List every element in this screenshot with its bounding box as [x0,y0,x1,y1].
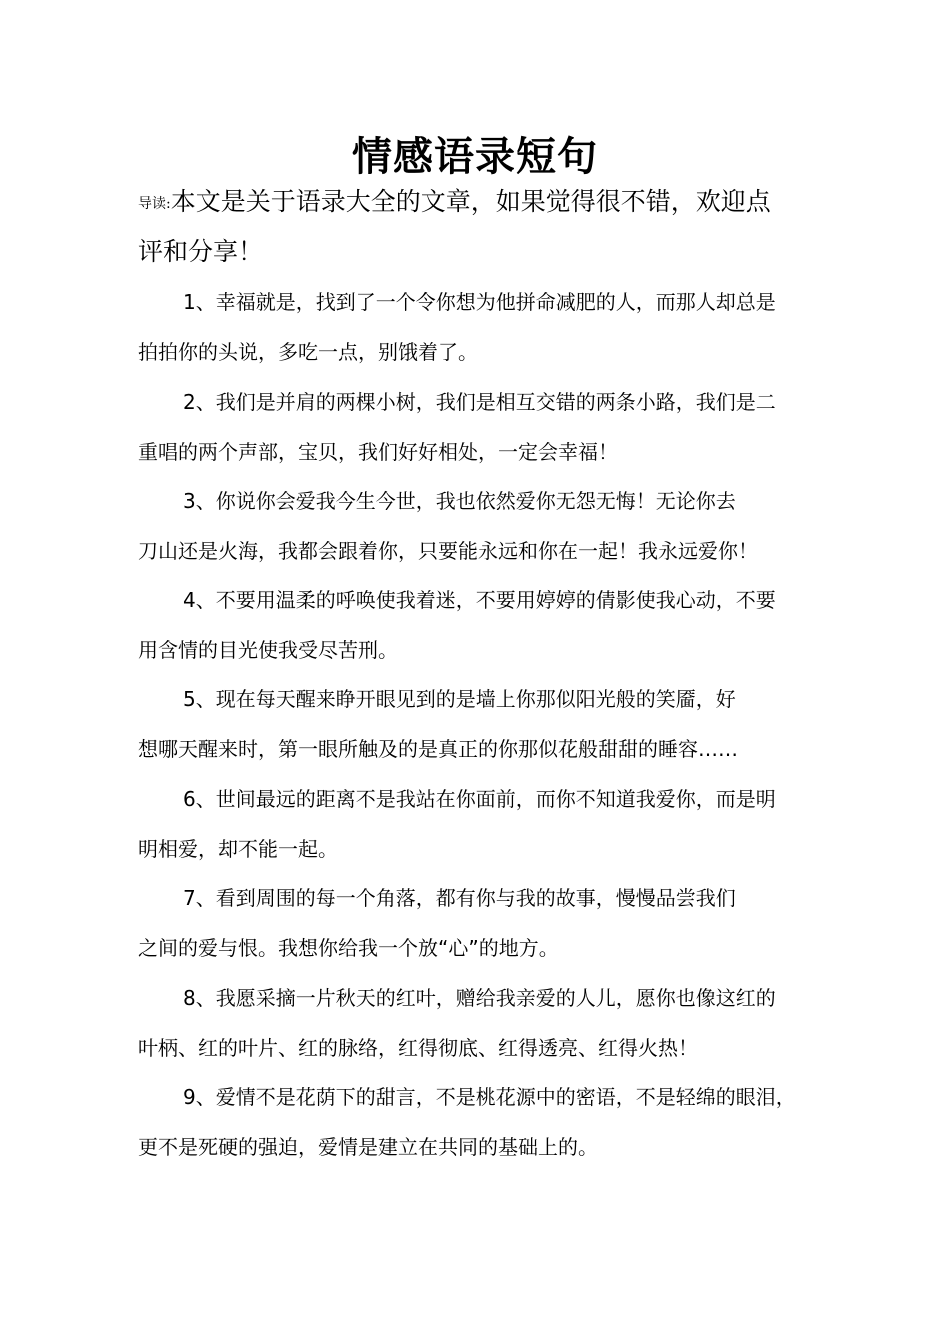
quote-item-line: 7、看到周围的每一个角落，都有你与我的故事，慢慢品尝我们 [183,886,736,910]
quote-item-line: 更不是死硬的强迫，爱情是建立在共同的基础上的。 [138,1135,598,1159]
document-title: 情感语录短句 [352,133,598,180]
quote-item-4 [138,575,828,675]
quote-item-line: 8、我愿采摘一片秋天的红叶，赠给我亲爱的人儿，愿你也像这红的 [183,986,776,1010]
quote-item-line: 4、不要用温柔的呼唤使我着迷，不要用婷婷的倩影使我心动，不要 [183,588,776,612]
quote-item-1 [138,277,828,377]
quote-item-line: 叶柄、红的叶片、红的脉络，红得彻底、红得透亮、红得火热！ [138,1036,698,1060]
quote-item-line: 1、幸福就是，找到了一个令你想为他拼命减肥的人，而那人却总是 [183,290,776,314]
quote-item-8 [138,973,828,1073]
intro-line-2: 评和分享！ [138,237,264,266]
quote-item-2 [138,377,828,477]
intro-lead-label: 导读: [138,196,171,212]
quote-item-line: 之间的爱与恨。我想你给我一个放“心”的地方。 [138,936,559,960]
intro-paragraph [138,178,818,276]
quote-item-line: 刀山还是火海，我都会跟着你，只要能永远和你在一起！我永远爱你！ [138,539,758,563]
quote-item-line: 9、爱情不是花荫下的甜言，不是桃花源中的密语，不是轻绵的眼泪， [183,1085,796,1109]
quote-item-line: 3、你说你会爱我今生今世，我也依然爱你无怨无悔！无论你去 [183,489,736,513]
quote-item-line: 明相爱，却不能一起。 [138,837,338,861]
quote-item-line: 想哪天醒来时，第一眼所触及的是真正的你那似花般甜甜的睡容…… [138,737,738,761]
quote-item-5 [138,674,828,774]
quote-item-9 [138,1072,828,1172]
intro-line-1: 本文是关于语录大全的文章，如果觉得很不错，欢迎点 [170,187,771,216]
quote-item-line: 2、我们是并肩的两棵小树，我们是相互交错的两条小路，我们是二 [183,390,776,414]
quote-item-line: 6、世间最远的距离不是我站在你面前，而你不知道我爱你，而是明 [183,787,776,811]
quote-item-line: 5、现在每天醒来睁开眼见到的是墙上你那似阳光般的笑靥，好 [183,687,736,711]
quote-item-line: 用含情的目光使我受尽苦刑。 [138,638,398,662]
quote-item-6 [138,774,828,874]
quote-item-line: 拍拍你的头说，多吃一点，别饿着了。 [138,340,478,364]
quote-item-7 [138,873,828,973]
quote-item-3 [138,476,828,576]
quote-item-line: 重唱的两个声部，宝贝，我们好好相处，一定会幸福！ [138,440,618,464]
